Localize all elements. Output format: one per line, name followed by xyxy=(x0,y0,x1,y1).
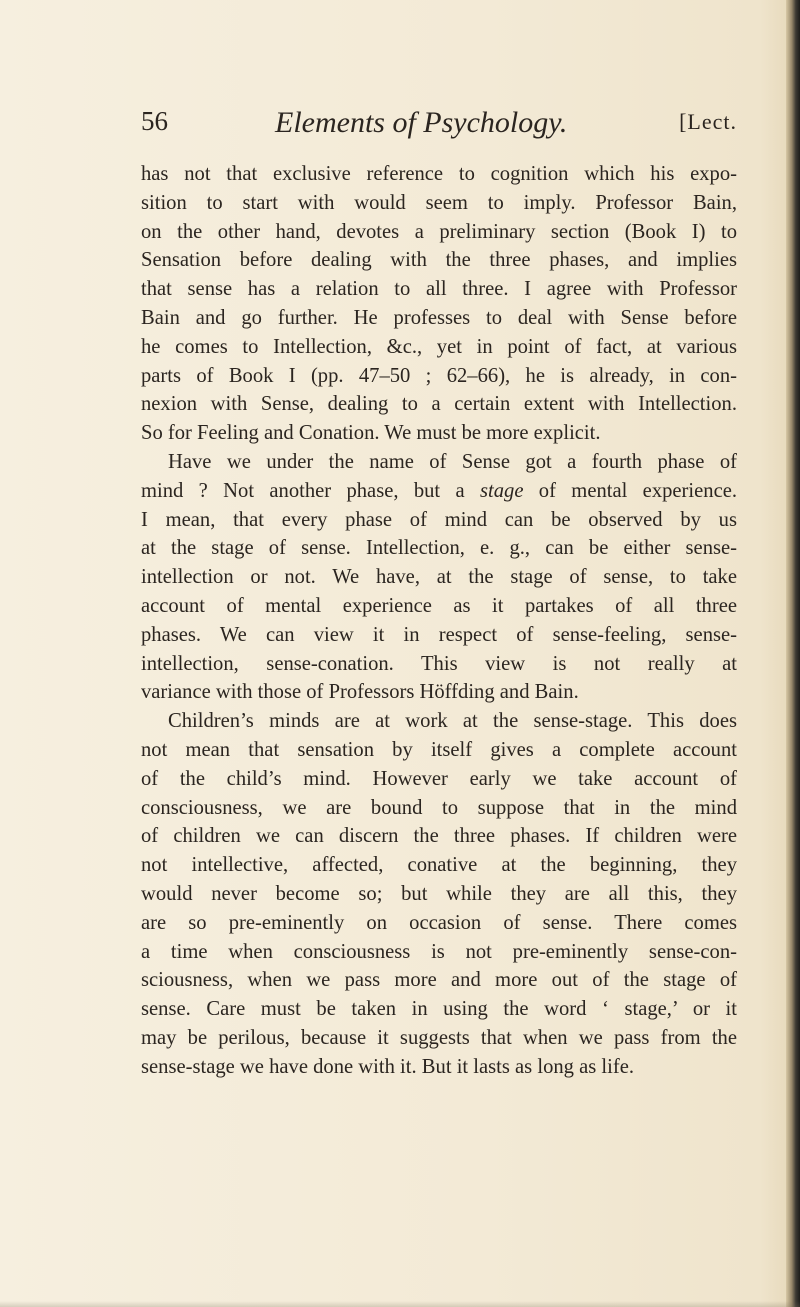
paragraph-3 xyxy=(141,707,737,1081)
italic-word: stage xyxy=(479,479,524,502)
text-line: Bain and go further. He professes to deal with Sense before xyxy=(141,306,737,329)
text-line: a time when consciousness is not pre-eminently sense-con- xyxy=(141,940,737,963)
text-line: are so pre-eminently on occasion of sense. There comes xyxy=(141,911,737,934)
text-line: variance with those of Professors Höffding and Bain. xyxy=(141,681,579,704)
page-binding-edge xyxy=(786,0,800,1307)
paragraph-2 xyxy=(141,448,737,707)
text-line: phases. We can view it in respect of sense-feeling, sense- xyxy=(141,623,737,646)
paragraph-1 xyxy=(141,160,737,448)
text-line: not intellective, affected, conative at the beginning, they xyxy=(141,854,737,877)
text-line: would never become so; but while they are all this, they xyxy=(141,882,737,905)
section-label: [Lect. xyxy=(679,109,737,134)
text-line: sciousness, when we pass more and more out of the stage of xyxy=(141,969,737,992)
text-line: may be perilous, because it suggests that when we pass from the xyxy=(141,1026,737,1049)
text-line: account of mental experience as it partakes of all three xyxy=(141,594,737,617)
text-line-with-italic xyxy=(141,477,737,506)
text-line: at the stage of sense. Intellection, e. g., can be either sense- xyxy=(141,537,737,560)
page-number: 56 xyxy=(141,106,168,136)
text-line: Sensation before dealing with the three phases, and implies xyxy=(141,249,737,272)
text-line: Children’s minds are at work at the sense-stage. This does xyxy=(168,710,737,733)
page-bottom-edge xyxy=(0,1301,800,1307)
text-fragment: of mental experience. xyxy=(523,479,737,502)
text-line: So for Feeling and Conation. We must be more explicit. xyxy=(141,422,601,445)
text-fragment: mind ? Not another phase, but a xyxy=(141,479,480,502)
text-line: of children we can discern the three phases. If children were xyxy=(141,825,737,848)
text-line: intellection or not. We have, at the stage of sense, to take xyxy=(141,566,737,589)
text-line: he comes to Intellection, &c., yet in point of fact, at various xyxy=(141,335,737,358)
text-line: parts of Book I (pp. 47–50 ; 62–66), he is already, in con- xyxy=(141,364,737,387)
text-line: sense-stage we have done with it. But it lasts as long as life. xyxy=(141,1055,635,1078)
text-line: I mean, that every phase of mind can be observed by us xyxy=(141,508,737,531)
text-line: Have we under the name of Sense got a fourth phase of xyxy=(168,450,737,473)
text-line: sition to start with would seem to imply. Professor Bain, xyxy=(141,191,737,214)
text-line: not mean that sensation by itself gives a complete account xyxy=(141,738,737,761)
text-line: sense. Care must be taken in using the word ‘ stage,’ or it xyxy=(141,998,737,1021)
text-line: of the child’s mind. However early we take account of xyxy=(141,767,737,790)
running-title: Elements of Psychology. xyxy=(275,106,568,139)
text-line: on the other hand, devotes a preliminary section (Book I) to xyxy=(141,220,737,243)
text-line: intellection, sense-conation. This view is not really at xyxy=(141,652,737,675)
page-header xyxy=(141,106,737,150)
text-body xyxy=(141,160,737,1082)
text-line: that sense has a relation to all three. I agree with Professor xyxy=(141,278,737,301)
text-line: nexion with Sense, dealing to a certain extent with Intellection. xyxy=(141,393,737,416)
text-line: consciousness, we are bound to suppose that in the mind xyxy=(141,796,737,819)
text-line: has not that exclusive reference to cognition which his expo- xyxy=(141,163,737,185)
